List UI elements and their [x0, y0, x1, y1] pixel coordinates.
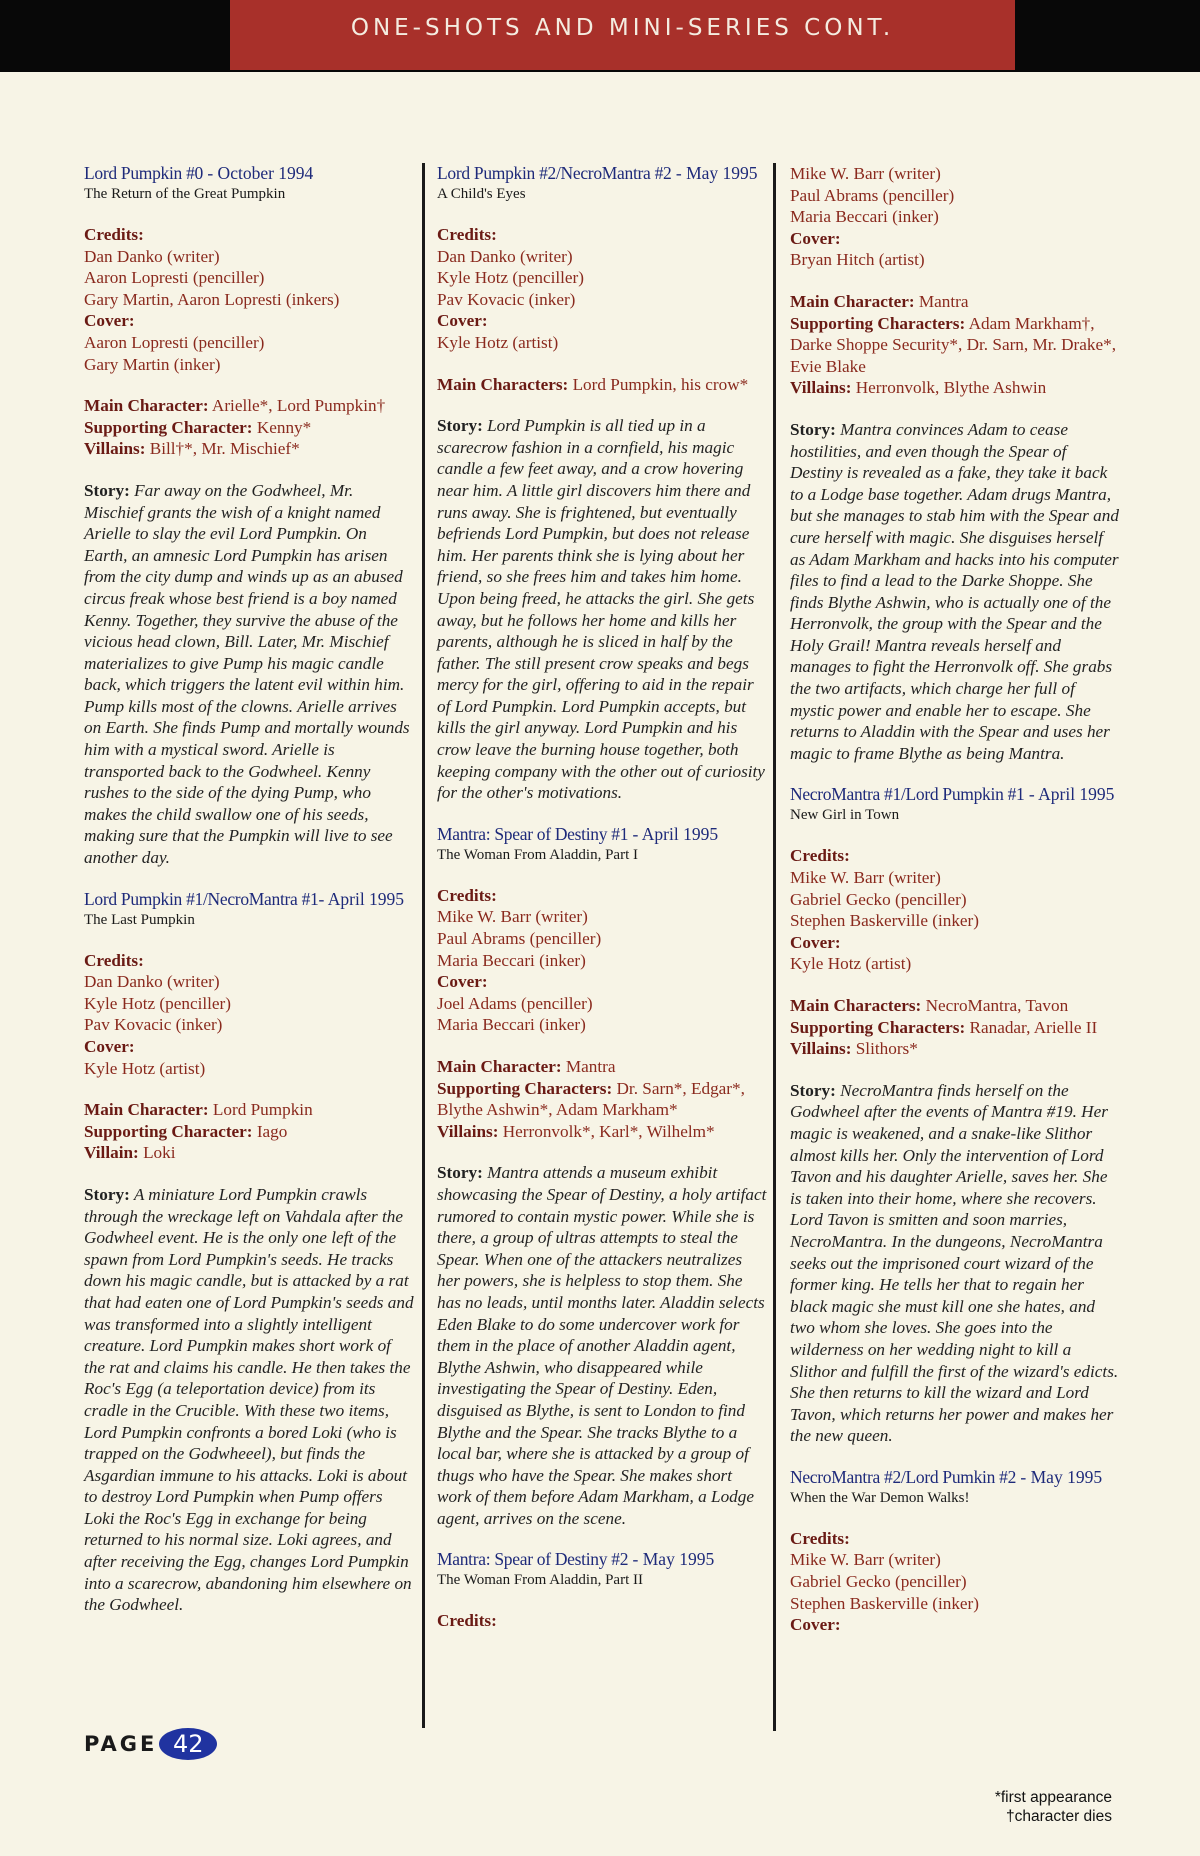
credit-line: Gabriel Gecko (penciller) [790, 889, 967, 909]
cover-line: Kyle Hotz (artist) [84, 1058, 206, 1078]
story-text: Lord Pumpkin is all tied up in a scarecrow fashion in a cornfield, his magic candle a few feet away, and a crow hovering near him. A little girl discovers him there and runs away. She is frightened, but eventually befriends Lord Pumpkin, but does not release him. Her parents think she is lying about her friend, so she frees him and takes him home. Upon being freed, he attacks the girl. She gets away, but he follows her home and kills her parents, although he is sliced in half by the father. The still present crow speaks and begs mercy for the girl, offering to aid in the repair of Lord Pumpkin. Lord Pumpkin accepts, but kills the girl anyway. Lord Pumpkin and his crow leave the burning house together, both keeping company with the other out of curiosity for the other's motivations. [437, 416, 765, 803]
character-line [84, 395, 414, 417]
issue-title: Lord Pumpkin #1/NecroMantra #1 [84, 888, 319, 909]
story-text: Mantra convinces Adam to cease hostilities, and even though the Spear of Destiny is revealed as a fake, they take it back to a Lodge base together. Adam drugs Mantra, but she manages to stab him with the Spear and cure herself with magic. She disguises herself as Adam Markham and hacks into his computer files to find a lead to the Darke Shoppe. She finds Blythe Ashwin, who is actually one of the Herronvolk, the group with the Spear and the Holy Grail! Mantra reveals herself and manages to fight the Herronvolk off. She grabs the two artifacts, which charge her full of mystic power and enable her to escape. She returns to Aladdin with the Spear and uses her magic to frame Blythe as being Mantra. [790, 419, 1119, 763]
character-value: Lord Pumpkin [208, 1100, 313, 1120]
credit-line: Maria Beccari (inker) [790, 207, 939, 227]
credits-label: Credits: [790, 846, 850, 866]
column-divider [422, 163, 425, 1728]
character-label: Main Characters: [790, 996, 922, 1015]
symbol-legend [995, 1788, 1112, 1826]
issue-title: NecroMantra #1/Lord Pumpkin #1 [790, 784, 1025, 805]
character-value: Herronvolk*, Karl*, Wilhelm* [498, 1121, 715, 1141]
issue-entry [790, 784, 1120, 1446]
credit-line: Kyle Hotz (penciller) [437, 268, 584, 288]
story-label: Story: [84, 1184, 130, 1204]
page-label: PAGE [84, 1732, 158, 1756]
story-block [437, 415, 767, 804]
issue-subtitle: The Return of the Great Pumpkin [84, 186, 286, 202]
issue-entry [437, 1549, 767, 1632]
column-3 [790, 163, 1120, 1656]
cover-line: Kyle Hotz (artist) [437, 332, 559, 352]
credit-line: Mike W. Barr (writer) [790, 868, 941, 888]
character-label: Villains: [437, 1121, 499, 1141]
cover-label: Cover: [790, 228, 841, 248]
character-value: Lord Pumpkin, his crow* [568, 374, 749, 394]
character-line [84, 1121, 414, 1143]
character-label: Supporting Characters: [790, 313, 966, 333]
issue-date: - May 1995 [671, 163, 758, 183]
credit-line: Paul Abrams (penciller) [437, 929, 602, 949]
issue-heading [84, 163, 414, 184]
issue-date: - October 1994 [202, 163, 314, 183]
character-value: Ranadar, Arielle II [965, 1017, 1098, 1037]
credit-line: Dan Danko (writer) [437, 246, 573, 266]
credit-line: Paul Abrams (penciller) [790, 185, 955, 205]
issue-title: Lord Pumpkin #0 [84, 163, 203, 183]
character-label: Villains: [84, 439, 146, 459]
character-line [437, 374, 767, 396]
section-header [230, 0, 1015, 70]
character-value: Bill†*, Mr. Mischief* [145, 439, 300, 459]
column-divider [773, 163, 776, 1731]
issue-title: Lord Pumpkin #2/NecroMantra #2 [437, 163, 672, 183]
story-label: Story: [437, 1163, 483, 1183]
issue-date: - May 1995 [1016, 1466, 1103, 1487]
characters-block [790, 995, 1120, 1060]
character-label: Supporting Character: [84, 417, 253, 437]
issue-title: Mantra: Spear of Destiny #2 [437, 1549, 629, 1570]
cover-line: Joel Adams (penciller) [437, 993, 593, 1013]
character-line [84, 1099, 414, 1121]
character-value: Slithors* [851, 1039, 918, 1059]
issue-date: - May 1995 [628, 1549, 715, 1570]
character-line [790, 995, 1120, 1017]
credit-line: Dan Danko (writer) [84, 972, 220, 992]
cover-line: Aaron Lopresti (penciller) [84, 332, 265, 352]
character-value: Mantra [561, 1057, 616, 1076]
credits-block [437, 1610, 767, 1632]
credits-label: Credits: [84, 225, 144, 244]
credits-block [437, 224, 767, 354]
issue-heading [437, 824, 767, 845]
character-line [437, 1121, 767, 1143]
cover-label: Cover: [84, 311, 135, 331]
credits-block [790, 1528, 1120, 1636]
credit-line: Dan Danko (writer) [84, 246, 220, 266]
story-text: Mantra attends a museum exhibit showcasing the Spear of Destiny, a holy artifact rumored to contain mystic power. While she is there, a group of ultras attempts to steal the Spear. When one of the attackers neutralizes her powers, she is helpless to stop them. She has no leads, until months later. Aladdin selects Eden Blake to do some undercover work for them in the place of another Aladdin agent, Blythe Ashwin, who disappeared while investigating the Spear of Destiny. Eden, disguised as Blythe, is sent to London to find Blythe and the Spear. She tracks Blythe to a local bar, where she is attacked by a group of thugs who have the Spear. She makes short work of them before Adam Markham, a Lodge agent, arrives on the scene. [437, 1163, 767, 1528]
cover-label: Cover: [84, 1037, 135, 1056]
issue-subtitle: The Woman From Aladdin, Part I [437, 846, 638, 863]
credit-line: Pav Kovacic (inker) [437, 289, 576, 309]
character-value: Kenny* [252, 417, 312, 437]
character-value: Loki [138, 1143, 176, 1163]
character-label: Villains: [790, 378, 852, 398]
story-label: Story: [790, 1080, 836, 1100]
credits-label: Credits: [84, 950, 144, 970]
character-value: Mantra [914, 291, 969, 311]
issue-date: - April 1995 [318, 888, 405, 909]
story-text: A miniature Lord Pumpkin crawls through the wreckage left on Vahdala after the Godwheel event. He is the only one left of the spawn from Lord Pumpkin's seeds. He tracks down his magic candle, but is attacked by a rat that had eaten one of Lord Pumpkin's seeds and was transformed into a slightly intelligent creature. Lord Pumpkin makes short work of the rat and claims his candle. He then takes the Roc's Egg (a teleportation device) from its cradle in the Crucible. With these two items, Lord Pumpkin confronts a bored Loki (who is trapped on the Godwheeel), but finds the Asgardian immune to his attacks. Loki is about to destroy Lord Pumpkin when Pump offers Loki the Roc's Egg in exchange for being returned to his normal size. Loki agrees, and after receiving the Egg, changes Lord Pumpkin into a scarecrow, abandoning him elsewhere on the Godwheel. [84, 1184, 414, 1615]
issue-subtitle: When the War Demon Walks! [790, 1489, 970, 1506]
credits-block [790, 845, 1120, 975]
character-line [84, 417, 414, 439]
column-2 [437, 163, 767, 1652]
character-label: Villain: [84, 1143, 139, 1163]
issue-entry [790, 1467, 1120, 1636]
issue-entry [437, 163, 767, 804]
cover-line: Kyle Hotz (artist) [790, 954, 912, 974]
character-value: Arielle*, Lord Pumpkin† [208, 396, 386, 416]
character-value: Herronvolk, Blythe Ashwin [851, 378, 1047, 398]
character-label: Main Characters: [437, 374, 569, 394]
cover-label: Cover: [437, 311, 488, 331]
issue-title: NecroMantra #2/Lord Pumkin #2 [790, 1466, 1017, 1487]
issue-date: - April 1995 [628, 823, 719, 844]
credit-line: Stephen Baskerville (inker) [790, 1593, 980, 1613]
story-label: Story: [437, 416, 483, 436]
issue-heading [84, 889, 414, 910]
issue-heading [437, 1549, 767, 1570]
page-number: 42 [159, 1728, 217, 1760]
character-line [790, 1017, 1120, 1039]
cover-line: Bryan Hitch (artist) [790, 250, 925, 270]
story-label: Story: [84, 480, 130, 500]
credit-line: Stephen Baskerville (inker) [790, 911, 980, 931]
cover-label: Cover: [790, 1615, 841, 1635]
credits-block [84, 224, 414, 375]
story-text: NecroMantra finds herself on the Godwheel after the events of Mantra #19. Her magic is weakened, and a snake-like Slithor almost kills her. Only the intervention of Lord Tavon and his daughter Arielle, saves her. She is taken into their home, where she recovers. Lord Tavon is smitten and soon marries, NecroMantra. In the dungeons, NecroMantra seeks out the imprisoned court wizard of the former king. He tells her that to regain her black magic she must kill one she hates, and two whom she loves. She goes into the wilderness on her wedding night to kill a Slithor and fulfill the first of the wizard's edicts. She then returns to kill the wizard and Lord Tavon, which returns her power and makes her the new queen. [790, 1080, 1119, 1446]
character-value: NecroMantra, Tavon [921, 996, 1069, 1015]
characters-block [790, 291, 1120, 399]
credit-line: Pav Kovacic (inker) [84, 1015, 223, 1035]
character-line [437, 1078, 767, 1121]
story-text: Far away on the Godwheel, Mr. Mischief grants the wish of a knight named Arielle to slay the evil Lord Pumpkin. On Earth, an amnesic Lord Pumpkin has arisen from the city dump and winds up as an abused circus freak whose best friend is a boy named Kenny. Together, they survive the abuse of the vicious head clown, Bill. Later, Mr. Mischief materializes to give Pump his magic candle back, which triggers the latent evil within him. Pump kills most of the clowns. Arielle arrives on Earth. She finds Pump and mortally wounds him with a mystical sword. Arielle is transported back to the Godwheel. Kenny rushes to the side of the dying Pump, who makes the child swallow one of his seeds, making sure that the Pumpkin will live to see another day. [84, 480, 410, 868]
credit-line: Maria Beccari (inker) [437, 950, 586, 970]
character-label: Main Character: [84, 1100, 209, 1120]
credit-line: Gabriel Gecko (penciller) [790, 1572, 967, 1592]
story-block [790, 1080, 1120, 1447]
character-label: Main Character: [84, 396, 209, 416]
character-line [437, 1056, 767, 1078]
characters-block [437, 1056, 767, 1142]
character-label: Main Character: [790, 291, 915, 311]
credit-line: Mike W. Barr (writer) [790, 164, 941, 183]
issue-entry [84, 163, 414, 869]
credit-line: Mike W. Barr (writer) [437, 907, 588, 927]
issue-heading [790, 784, 1120, 805]
character-line [790, 313, 1120, 378]
credits-label: Credits: [437, 885, 497, 905]
character-label: Supporting Characters: [790, 1017, 966, 1037]
legend-character-dies: †character dies [1006, 1808, 1112, 1825]
story-block [790, 419, 1120, 765]
story-block [437, 1162, 767, 1529]
credit-line: Gary Martin, Aaron Lopresti (inkers) [84, 289, 340, 309]
character-line [790, 1038, 1120, 1060]
cover-label: Cover: [790, 932, 841, 952]
characters-block [84, 1099, 414, 1164]
credits-block [790, 163, 1120, 271]
character-label: Supporting Character: [84, 1121, 253, 1141]
character-value: Dr. Sarn*, Edgar*, Blythe Ashwin*, Adam Markham* [437, 1078, 745, 1120]
character-label: Main Character: [437, 1057, 562, 1076]
characters-block [437, 374, 767, 396]
credit-line: Aaron Lopresti (penciller) [84, 268, 265, 288]
issue-entry [437, 824, 767, 1530]
character-line [790, 377, 1120, 399]
issue-subtitle: The Woman From Aladdin, Part II [437, 1572, 643, 1589]
character-line [790, 291, 1120, 313]
character-label: Supporting Characters: [437, 1078, 613, 1098]
cover-label: Cover: [437, 972, 488, 992]
legend-first-appearance: *first appearance [994, 1789, 1112, 1806]
issue-entry-continued [790, 163, 1120, 764]
story-block [84, 480, 414, 869]
issue-heading [790, 1467, 1120, 1488]
character-label: Villains: [790, 1039, 852, 1059]
issue-subtitle: A Child's Eyes [437, 186, 526, 202]
issue-entry [84, 889, 414, 1616]
character-value: Iago [252, 1121, 288, 1141]
credits-label: Credits: [437, 225, 497, 244]
character-line [84, 1142, 414, 1164]
column-1 [84, 163, 414, 1636]
credits-block [437, 885, 767, 1036]
character-line [84, 438, 414, 460]
characters-block [84, 395, 414, 460]
page-number-badge [84, 1728, 217, 1760]
credit-line: Mike W. Barr (writer) [790, 1550, 941, 1570]
issue-subtitle: The Last Pumpkin [84, 911, 195, 928]
cover-line: Maria Beccari (inker) [437, 1015, 586, 1035]
credit-line: Kyle Hotz (penciller) [84, 993, 231, 1013]
story-label: Story: [790, 419, 836, 439]
issue-date: - April 1995 [1024, 784, 1115, 805]
section-title: ONE-SHOTS AND MINI-SERIES CONT. [350, 15, 895, 41]
credits-label: Credits: [790, 1528, 850, 1548]
issue-title: Mantra: Spear of Destiny #1 [437, 823, 629, 844]
story-block [84, 1184, 414, 1616]
cover-line: Gary Martin (inker) [84, 354, 221, 374]
character-value: Adam Markham†, Darke Shoppe Security*, Dr. Sarn, Mr. Drake*, Evie Blake [790, 313, 1117, 376]
issue-subtitle: New Girl in Town [790, 807, 900, 824]
credits-label: Credits: [437, 1611, 497, 1631]
credits-block [84, 950, 414, 1080]
issue-heading [437, 163, 767, 184]
